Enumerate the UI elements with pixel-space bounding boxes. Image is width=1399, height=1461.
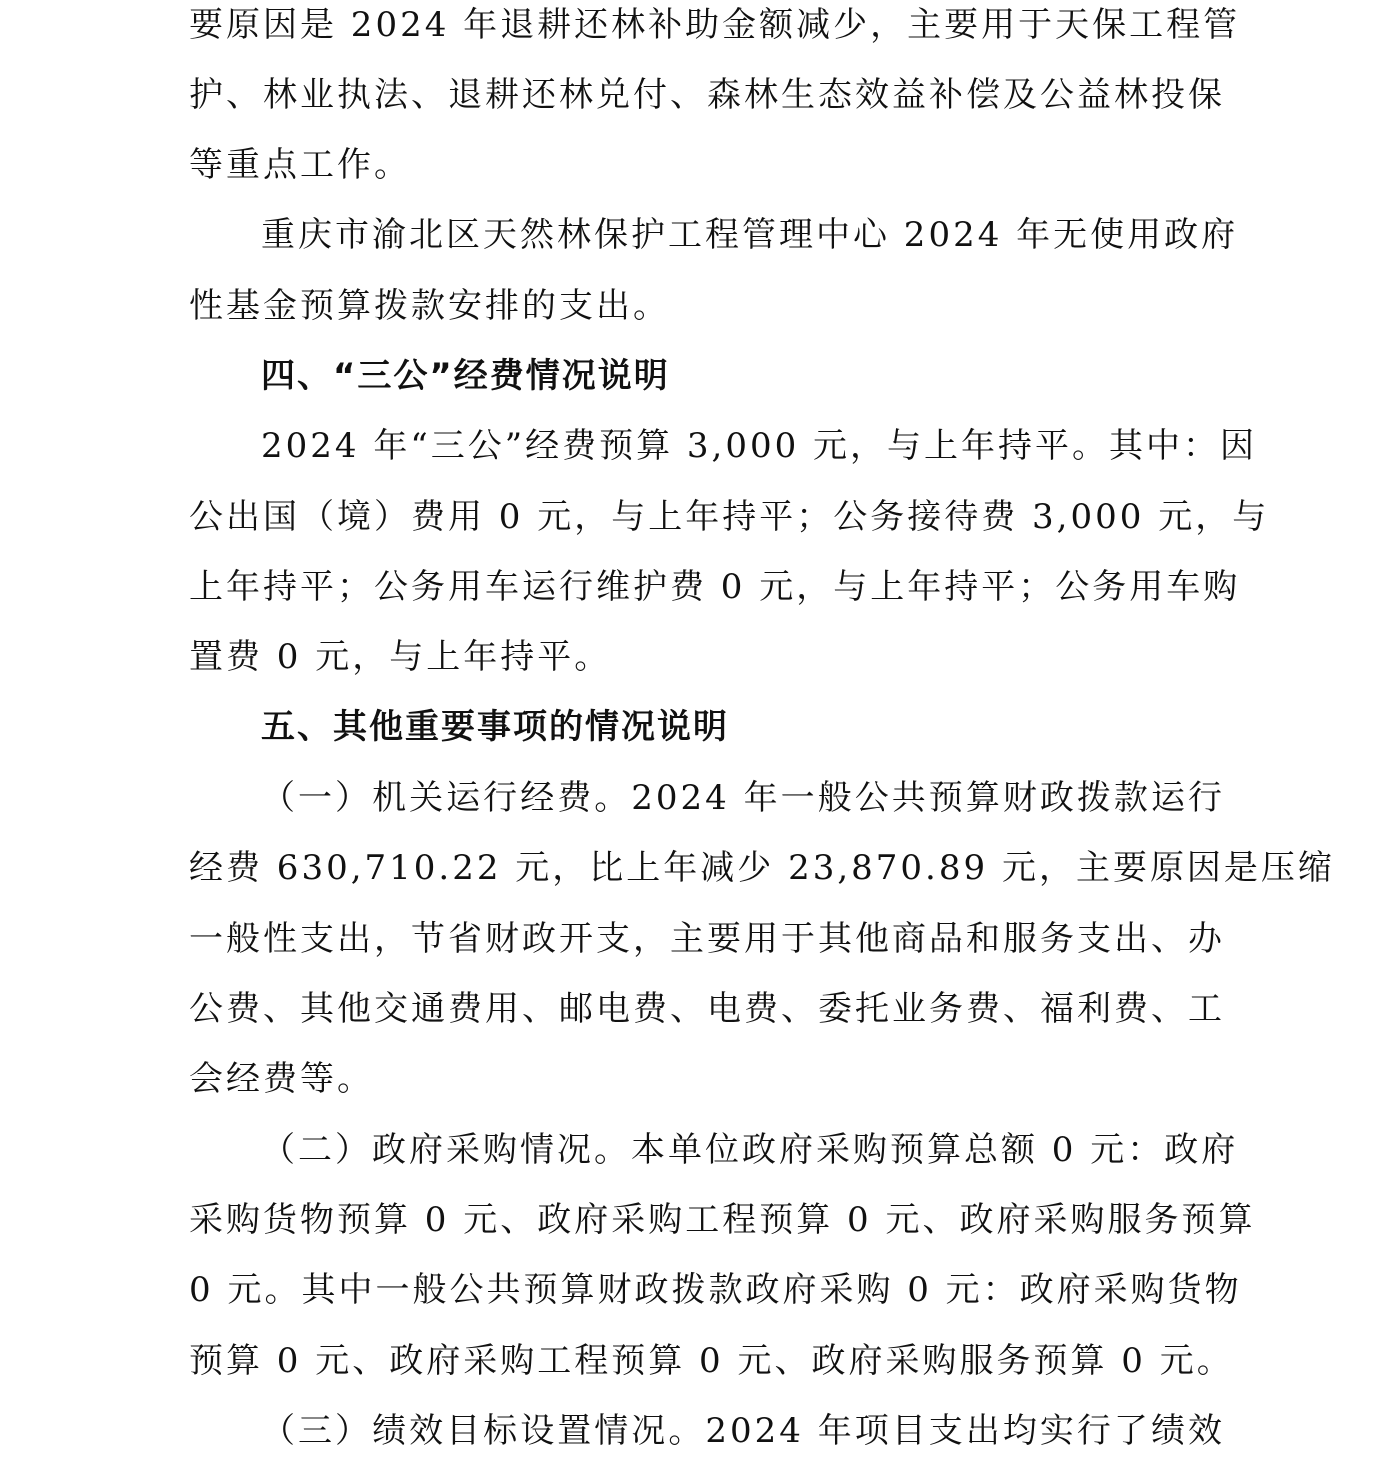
paragraph-line: 一般性支出，节省财政开支，主要用于其他商品和服务支出、办 — [189, 919, 1225, 959]
paragraph-line: 性基金预算拨款安排的支出。 — [189, 286, 670, 326]
paragraph-line: 公出国（境）费用 0 元，与上年持平；公务接待费 3,000 元，与 — [189, 497, 1270, 537]
paragraph-line: （三）绩效目标设置情况。2024 年项目支出均实行了绩效 — [261, 1411, 1225, 1451]
section-heading-four: 四、“三公”经费情况说明 — [261, 356, 670, 396]
paragraph-line: 护、林业执法、退耕还林兑付、森林生态效益补偿及公益林投保 — [189, 75, 1225, 115]
paragraph-line: 重庆市渝北区天然林保护工程管理中心 2024 年无使用政府 — [261, 215, 1239, 255]
paragraph-line: 采购货物预算 0 元、政府采购工程预算 0 元、政府采购服务预算 — [189, 1200, 1256, 1240]
paragraph-line: 公费、其他交通费用、邮电费、电费、委托业务费、福利费、工 — [189, 989, 1225, 1029]
paragraph-line: 0 元。其中一般公共预算财政拨款政府采购 0 元：政府采购货物 — [189, 1270, 1242, 1310]
paragraph-line: 要原因是 2024 年退耕还林补助金额减少，主要用于天保工程管 — [189, 5, 1241, 45]
paragraph-line: （二）政府采购情况。本单位政府采购预算总额 0 元：政府 — [261, 1130, 1239, 1170]
paragraph-line: （一）机关运行经费。2024 年一般公共预算财政拨款运行 — [261, 778, 1225, 818]
paragraph-line: 置费 0 元，与上年持平。 — [189, 637, 612, 677]
paragraph-line: 会经费等。 — [189, 1059, 374, 1099]
paragraph-line: 预算 0 元、政府采购工程预算 0 元、政府采购服务预算 0 元。 — [189, 1341, 1234, 1381]
section-heading-five: 五、其他重要事项的情况说明 — [261, 707, 729, 747]
paragraph-line: 2024 年“三公”经费预算 3,000 元，与上年持平。其中：因 — [261, 426, 1258, 466]
paragraph-line: 等重点工作。 — [189, 145, 411, 185]
paragraph-line: 经费 630,710.22 元，比上年减少 23,870.89 元，主要原因是压缩 — [189, 848, 1335, 888]
paragraph-line: 上年持平；公务用车运行维护费 0 元，与上年持平；公务用车购 — [189, 567, 1241, 607]
